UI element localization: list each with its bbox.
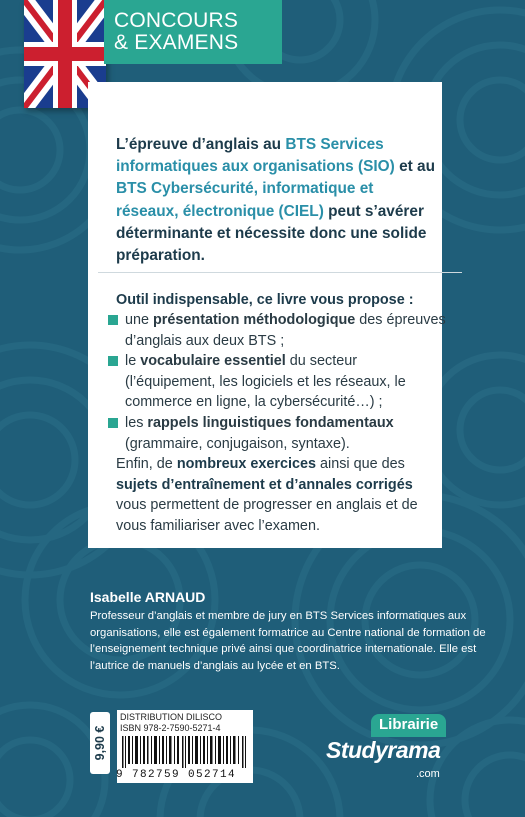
distribution-label: DISTRIBUTION DILISCO (120, 712, 223, 722)
feature-bold: présentation méthodologique (153, 312, 356, 328)
section-divider (98, 272, 462, 273)
feature-post: (grammaire, conjugaison, syntaxe). (125, 435, 350, 452)
intro-highlight-sio: BTS Services informatiques aux organisations (SIO) (116, 136, 395, 176)
intro-highlight-ciel: BTS Cybersécurité, informatique et réseaux, électronique (CIEL) (116, 180, 374, 220)
closing-pre: Enfin, de (116, 456, 177, 472)
feature-post: du secteur (l’équipement, les logiciels et les réseaux, le commerce en ligne, la cybersécurité…) ; (125, 353, 406, 410)
intro-text-2: et au (394, 158, 435, 176)
author-bio: Professeur d’anglais et membre de jury en BTS Services informatiques aux organisations, elle est également formatrice au Centre national de formation de l’enseignement technique privé ainsi que coordinatrice internationale. Elle est l’autrice de manuels d’anglais au lycée et en BTS. (90, 610, 486, 672)
price-tag (90, 712, 110, 774)
author-name: Isabelle ARNAUD (90, 589, 206, 605)
collection-title-line2: & EXAMENS (114, 31, 239, 54)
isbn-label: ISBN 978-2-7590-5271-4 (120, 723, 221, 733)
intro-text-3: peut s’avérer déterminante et nécessite donc une solide préparation. (116, 202, 427, 265)
feature-bold: rappels linguistiques fondamentaux (147, 415, 394, 431)
closing-paragraph (116, 454, 446, 536)
feature-bold: vocabulaire essentiel (140, 353, 286, 369)
square-bullet-icon (108, 315, 118, 325)
publisher-logo-suffix: .com (416, 768, 440, 780)
publisher-logo-top: Librairie (371, 714, 446, 737)
features-lead: Outil indispensable, ce livre vous propose : (116, 292, 414, 308)
intro-paragraph (116, 134, 436, 267)
closing-bold-2: sujets d’entraînement et d’annales corrigés (116, 476, 413, 493)
intro-text-1: L’épreuve d’anglais au (116, 136, 286, 153)
publisher-logo: Studyrama (326, 737, 441, 763)
feature-pre: le (125, 353, 141, 369)
square-bullet-icon (108, 356, 118, 366)
feature-post: des épreuves d’anglais aux deux BTS ; (125, 312, 446, 349)
square-bullet-icon (108, 418, 118, 428)
feature-pre: les (125, 415, 148, 431)
feature-pre: une (125, 312, 154, 328)
collection-title (114, 10, 238, 54)
price-label: 9,90 € (93, 725, 107, 761)
collection-title-line1: CONCOURS (114, 9, 239, 32)
closing-mid: ainsi que des (316, 456, 405, 472)
barcode-icon (122, 736, 248, 768)
closing-bold-1: nombreux exercices (176, 456, 316, 472)
closing-post: vous permettent de progresser en anglais et de vous familiariser avec l’examen. (116, 497, 418, 534)
ean-number: 9 782759 052714 (116, 769, 237, 781)
